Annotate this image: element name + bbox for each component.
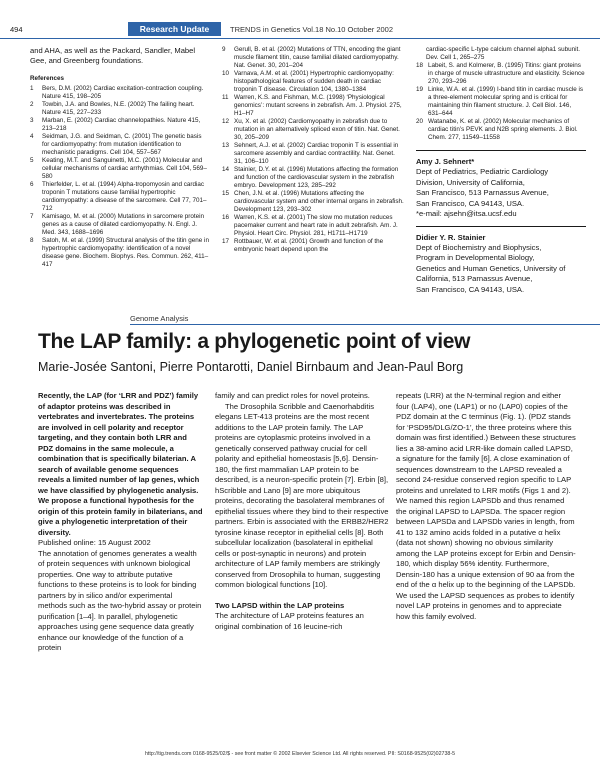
reference-text: Linke, W.A. et al. (1999) I-band titin in cardiac muscle is a three-element molecular spring and is critical for maintaining thin filament structure. J. Cell Biol. 146, 631–644 <box>428 86 584 117</box>
reference-item <box>30 101 210 117</box>
reference-item <box>416 118 586 142</box>
reference-number: 16 <box>222 214 230 221</box>
email-line: *e-mail: ajsehn@itsa.ucsf.edu <box>416 209 517 218</box>
reference-item <box>222 190 404 214</box>
reference-text: Satoh, M. et al. (1999) Structural analysis of the titin gene in hypertrophic cardiomyopathy: identification of a novel disease gene. Biochem. Biophys. Res. Commun. 262, 411–417 <box>42 237 209 268</box>
reference-item <box>222 142 404 166</box>
reference-text: cardiac-specific L-type calcium channel alpha1 subunit. Dev. Cell 1, 265–275 <box>426 46 581 61</box>
body-paragraph: repeats (LRR) at the N-terminal region and either four (LAP4), one (LAP1) or no (LAP0) copies of the PDZ domain at the C terminus (Fig. 1). (PDZ stands for ‘PSD95/DLG/ZO-1’, the three proteins where this domain was first identified.) Between these structures lies a 38-amino acid LRR-like domain called LAPSD, a signature for the family [6]. A close examination of sequences downstream to the LAPSD revealed a second 24-residue conserved region specific to LAP proteins and unrelated to LRR motifs (Figs 1 and 2). We named this region LAPSDb and thus renamed the original LAPSD to LAPSDa. The spacer region between LAPSDa and LAPSDb varies in length, from 41 to 132 amino acids folded in a putative α helix (data not shown) showing no obvious similarity among the LAP proteins except for Erbin and Densin-180, which display 56% identity. Furthermore, Densin-180 has a unique extension of 90 aa from the end of the α helix up to the beginning of the LAPSDb. We used the LAPSD sequences as probes to identify novel LAP proteins in genomes and to appreciate how this family evolved. <box>396 391 576 621</box>
affiliation-block <box>416 232 586 296</box>
reference-text: Marban, E. (2002) Cardiac channelopathies. Nature 415, 213–218 <box>42 117 201 132</box>
affiliation-block <box>416 156 586 220</box>
reference-number: 3 <box>30 117 34 124</box>
section-rule <box>130 324 600 325</box>
affiliation-line: Division, University of California, <box>416 177 525 187</box>
reference-item <box>30 213 210 237</box>
affiliation-line: Genetics and Human Genetics, University of <box>416 263 566 273</box>
article-authors: Marie-Josée Santoni, Pierre Pontarotti, Daniel Birnbaum and Jean-Paul Borg <box>38 360 464 374</box>
page-footer: http://tig.trends.com 0168-9525/02/$ - see front matter © 2002 Elsevier Science Ltd. All rights reserved. PII: S0168-9525(02)02738-5 <box>144 751 456 757</box>
article-title: The LAP family: a phylogenetic point of view <box>38 330 471 353</box>
reference-text: Warren, K.S. and Fishman, M.C. (1998) ‘Physiological genomics’: mutant screens in zebrafish. Am. J. Physiol. 275, H1–H7 <box>234 94 402 117</box>
reference-number: 20 <box>416 118 424 125</box>
top-column-1 <box>30 46 210 269</box>
reference-number: 4 <box>30 133 34 140</box>
published-date: Published online: 15 August 2002 <box>38 538 151 547</box>
reference-number: 14 <box>222 166 230 173</box>
reference-text: Sehnert, A.J. et al. (2002) Cardiac troponin T is essential in sarcomere assembly and cardiac contractility. Nat. Genet. 31, 106–110 <box>234 142 399 165</box>
article-column-1 <box>38 391 203 654</box>
acknowledgement-text: and AHA, as well as the Packard, Sandler, Mabel Gee, and Greenberg foundations. <box>30 46 196 65</box>
references-heading: References <box>30 75 64 82</box>
top-column-2 <box>222 46 404 254</box>
affiliation-line: San Francisco, CA 94143, USA. <box>416 284 525 294</box>
reference-number: 7 <box>30 213 34 220</box>
reference-text: Varnava, A.M. et al. (2001) Hypertrophic cardiomyopathy: histopathological features of sudden death in cardiac troponin T disease. Circulation 104, 1380–1384 <box>234 70 394 93</box>
reference-text: Thierfelder, L. et al. (1994) Alpha-tropomyosin and cardiac troponin T mutations cause familial hypertrophic cardiomyopathy: a disease of the sarcomere. Cell 77, 701–712 <box>42 181 207 212</box>
reference-number: 10 <box>222 70 230 77</box>
affiliation-line: Dept of Pediatrics, Pediatric Cardiology <box>416 167 549 176</box>
reference-item <box>30 237 210 269</box>
reference-text: Xu, X. et al. (2002) Cardiomyopathy in zebrafish due to mutation in an alternatively spliced exon of titin. Nat. Genet. 30, 205–209 <box>234 118 400 141</box>
affiliation-line: Dept of Biochemistry and Biophysics, <box>416 242 542 252</box>
reference-item <box>222 46 404 70</box>
reference-item <box>222 166 404 190</box>
page-number: 494 <box>10 25 23 34</box>
reference-text: Labeit, S. and Kolmerer, B. (1995) Titins: giant proteins in charge of muscle ultrastructure and elasticity. Science 270, 293–296 <box>428 62 585 85</box>
reference-text: Chen, J.N. et al. (1996) Mutations affecting the cardiovascular system and other internal organs in zebrafish. Development 123, 293–302 <box>234 190 404 213</box>
affiliation-divider <box>416 226 586 227</box>
reference-number: 17 <box>222 238 230 245</box>
body-paragraph: family and can predict roles for novel proteins. <box>215 391 370 400</box>
article-abstract: Recently, the LAP (for ‘LRR and PDZ’) family of adaptor proteins was described in vertebrates and invertebrates. The proteins are involved in cell polarity and receptor targeting, and they contain both LRR and PDZ domains in the same molecule, a combination that is specifically bilaterian. A search of available genome sequences reveals a limited number of lap genes, which we have classified by phylogenetic analysis. We propose a functional hypothesis for the origin of this protein family in bilaterians, and give a phylogenetic interpretation of their diversity. <box>38 391 203 537</box>
affiliation-divider <box>416 150 586 151</box>
affiliation-line: California, 513 Parnassus Avenue, <box>416 274 533 283</box>
header-rule <box>0 38 600 39</box>
reference-number: 19 <box>416 86 424 93</box>
body-paragraph: The annotation of genomes generates a wealth of protein sequences with unknown biological properties. One way to attribute putative functions to these proteins is to look for binding partners by in silico and/or experimental methods such as the two-hybrid assay or protein purification [1–4]. In parallel, phylogenetic approaches using gene sequence data greatly enhance our knowledge of the function of a protein <box>38 548 202 652</box>
reference-item <box>30 181 210 213</box>
author-name: Amy J. Sehnert* <box>416 157 475 166</box>
section-label: Genome Analysis <box>130 314 189 323</box>
reference-number: 1 <box>30 85 34 92</box>
reference-text: Watanabe, K. et al. (2002) Molecular mechanics of cardiac titin’s PEVK and N2B spring elements. J. Biol. Chem. 277, 11549–11558 <box>428 118 578 141</box>
affiliation-line: San Francisco, CA 94143, USA. <box>416 198 525 208</box>
top-column-3 <box>416 46 586 295</box>
reference-text: Keating, M.T. and Sanguinetti, M.C. (2001) Molecular and cellular mechanisms of cardiac arrhythmias. Cell 104, 569–580 <box>42 157 207 180</box>
reference-number: 11 <box>222 94 229 101</box>
reference-number: 6 <box>30 181 34 188</box>
reference-number: 12 <box>222 118 230 125</box>
body-paragraph: The Drosophila Scribble and Caenorhabditis elegans LET-413 proteins are the most recent additions to the LAP protein family. The LAP proteins are cytoplasmic proteins involved in a genetically conserved pathway crucial for cell polarity and epithelial homeostasis [5,6]. Densin-180, the first mammalian LAP protein to be described, is a neuron-specific protein [7]. Erbin [8], hScribble and Lano [9] are more ubiquitous proteins, decorating the basolateral membranes of epithelial tissues where they bind to their respective partners. Erbin is associated with the ERBB2/HER2 tyrosine kinase receptor in epithelial cells [8]. Both subcellular localization (basolateral in epithelial cells or post-synaptic in neurons) and protein architecture of LAP family members are strikingly conserved from Drosophila to human, suggesting common biological functions [10]. <box>215 401 389 589</box>
reference-continuation <box>416 46 586 62</box>
reference-text: Kamisago, M. et al. (2000) Mutations in sarcomere protein genes as a cause of dilated cardiomyopathy. N. Engl. J. Med. 343, 1688–1696 <box>42 213 205 236</box>
reference-text: Rottbauer, W. et al. (2001) Growth and function of the embryonic heart depend upon the <box>234 238 384 253</box>
reference-text: Gerull, B. et al. (2002) Mutations of TTN, encoding the giant muscle filament titin, cause familial dilated cardiomyopathy. Nat. Genet. 30, 201–204 <box>234 46 401 69</box>
affiliation-line: San Francisco, 513 Parnassus Avenue, <box>416 188 549 197</box>
reference-item <box>30 85 210 101</box>
section-badge: Research Update <box>128 22 221 36</box>
journal-line: TRENDS in Genetics Vol.18 No.10 October 2002 <box>230 25 394 34</box>
reference-number: 5 <box>30 157 34 164</box>
reference-number: 2 <box>30 101 34 108</box>
affiliation-line: Program in Developmental Biology, <box>416 253 535 262</box>
reference-item <box>222 238 404 254</box>
reference-item <box>222 118 404 142</box>
reference-number: 13 <box>222 142 230 149</box>
reference-item <box>30 133 210 157</box>
reference-item <box>222 70 404 94</box>
reference-number: 15 <box>222 190 230 197</box>
section-subheading: Two LAPSD within the LAP proteins <box>215 600 345 610</box>
body-paragraph: The architecture of LAP proteins features an original combination of 16 leucine-rich <box>215 611 364 631</box>
reference-text: Stainier, D.Y. et al. (1996) Mutations affecting the formation and function of the cardiovascular system in the zebrafish embryo. Development 123, 285–292 <box>234 166 399 189</box>
reference-item <box>416 86 586 118</box>
author-name: Didier Y. R. Stainier <box>416 232 486 242</box>
reference-text: Warren, K.S. et al. (2001) The slow mo mutation reduces pacemaker current and heart rate in adult zebrafish. Am. J. Physiol. Heart Circ. Physiol. 281, H1711–H1719 <box>234 214 398 237</box>
article-column-3 <box>396 391 576 622</box>
reference-item <box>416 62 586 86</box>
reference-text: Towbin, J.A. and Bowles, N.E. (2002) The failing heart. Nature 415, 227–233 <box>42 101 195 116</box>
reference-number: 8 <box>30 237 34 244</box>
reference-item <box>30 157 210 181</box>
reference-number: 18 <box>416 62 424 69</box>
reference-text: Seidman, J.G. and Seidman, C. (2001) The genetic basis for cardiomyopathy: from mutation identification to mechanistic paradigms. Cell 104, 557–567 <box>42 133 202 156</box>
reference-item <box>222 214 404 238</box>
article-column-2 <box>215 391 389 632</box>
reference-text: Bers, D.M. (2002) Cardiac excitation-contraction coupling. Nature 415, 198–205 <box>42 85 204 100</box>
reference-list <box>30 85 210 269</box>
reference-number: 9 <box>222 46 226 53</box>
reference-item <box>30 117 210 133</box>
reference-item <box>222 94 404 118</box>
